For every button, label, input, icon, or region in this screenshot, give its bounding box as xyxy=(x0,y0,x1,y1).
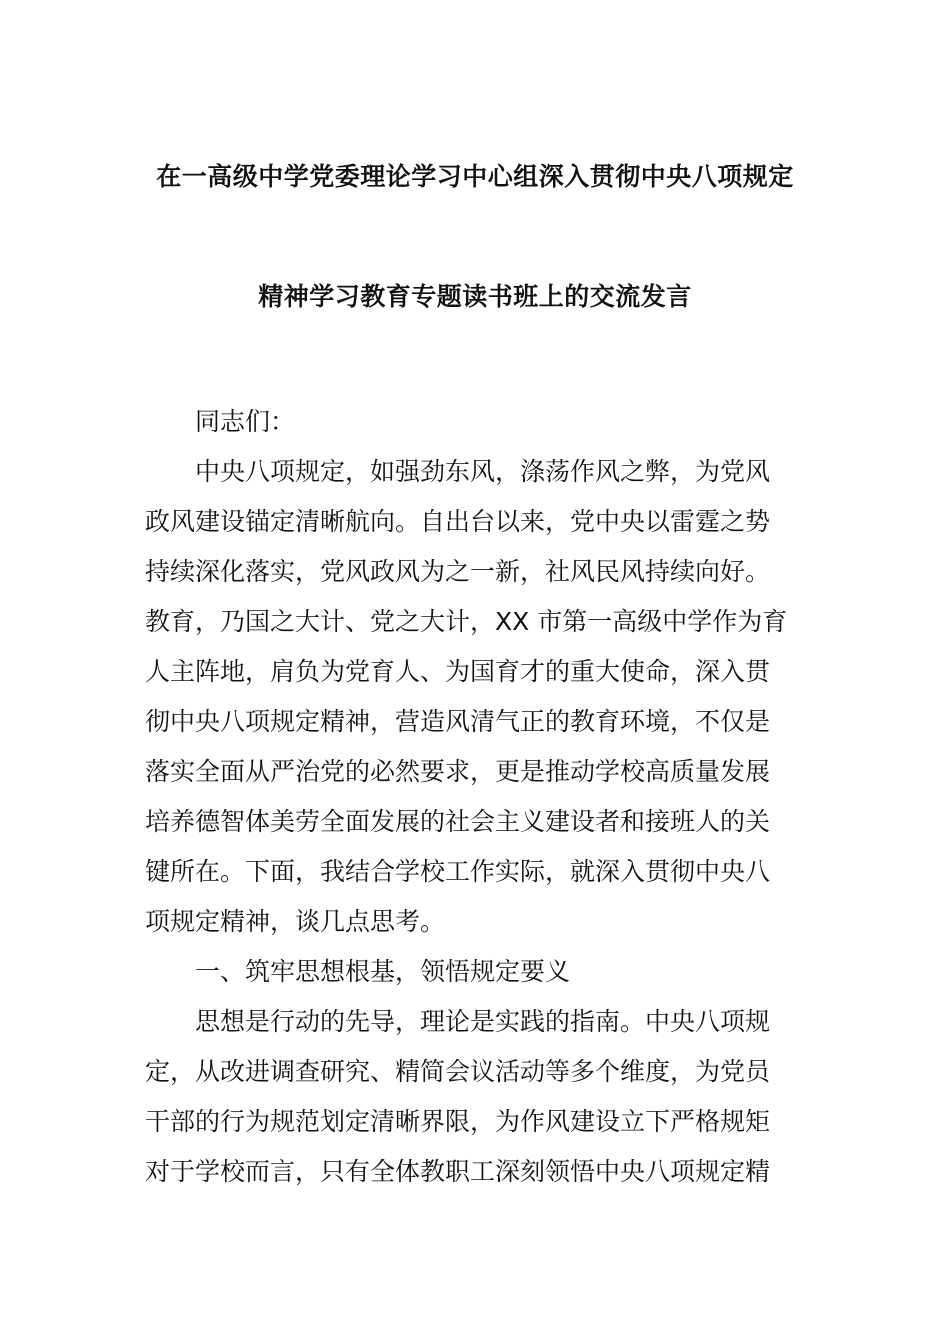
document-body xyxy=(145,402,807,1202)
paragraph-1-line-8: 培养德智体美劳全面发展的社会主义建设者和接班人的关 xyxy=(145,807,771,836)
paragraph-2-line-4: 对于学校而言，只有全体教职工深刻领悟中央八项规定精 xyxy=(145,1157,771,1186)
paragraph-1-line-6: 彻中央八项规定精神，营造风清气正的教育环境，不仅是 xyxy=(145,707,771,736)
paragraph-1-line-2: 政风建设锚定清晰航向。自出台以来，党中央以雷霆之势 xyxy=(145,507,771,536)
paragraph-1-line-9: 键所在。下面，我结合学校工作实际，就深入贯彻中央八 xyxy=(145,857,771,886)
salutation: 同志们： xyxy=(195,407,296,436)
paragraph-1-line-10: 项规定精神，谈几点思考。 xyxy=(145,907,446,936)
document-title-line-2: 精神学习教育专题读书班上的交流发言 xyxy=(258,282,692,311)
paragraph-2-line-2: 定，从改进调查研究、精简会议活动等多个维度，为党员 xyxy=(145,1057,771,1086)
paragraph-1-line-4: 教育，乃国之大计、党之大计，XX 市第一高级中学作为育 xyxy=(145,607,788,636)
paragraph-1-line-5: 人主阵地，肩负为党育人、为国育才的重大使命，深入贯 xyxy=(145,657,771,686)
document-title-line-1: 在一高级中学党委理论学习中心组深入贯彻中央八项规定 xyxy=(156,162,794,191)
paragraph-1-line-1: 中央八项规定，如强劲东风，涤荡作风之弊，为党风 xyxy=(195,457,771,486)
paragraph-1-line-7: 落实全面从严治党的必然要求，更是推动学校高质量发展 xyxy=(145,757,771,786)
paragraph-2-line-3: 干部的行为规范划定清晰界限，为作风建设立下严格规矩 xyxy=(145,1107,771,1136)
paragraph-2-line-1: 思想是行动的先导，理论是实践的指南。中央八项规 xyxy=(195,1007,771,1036)
section-heading-1: 一、筑牢思想根基，领悟规定要义 xyxy=(195,957,571,986)
paragraph-1-line-3: 持续深化落实，党风政风为之一新，社风民风持续向好。 xyxy=(145,557,771,586)
